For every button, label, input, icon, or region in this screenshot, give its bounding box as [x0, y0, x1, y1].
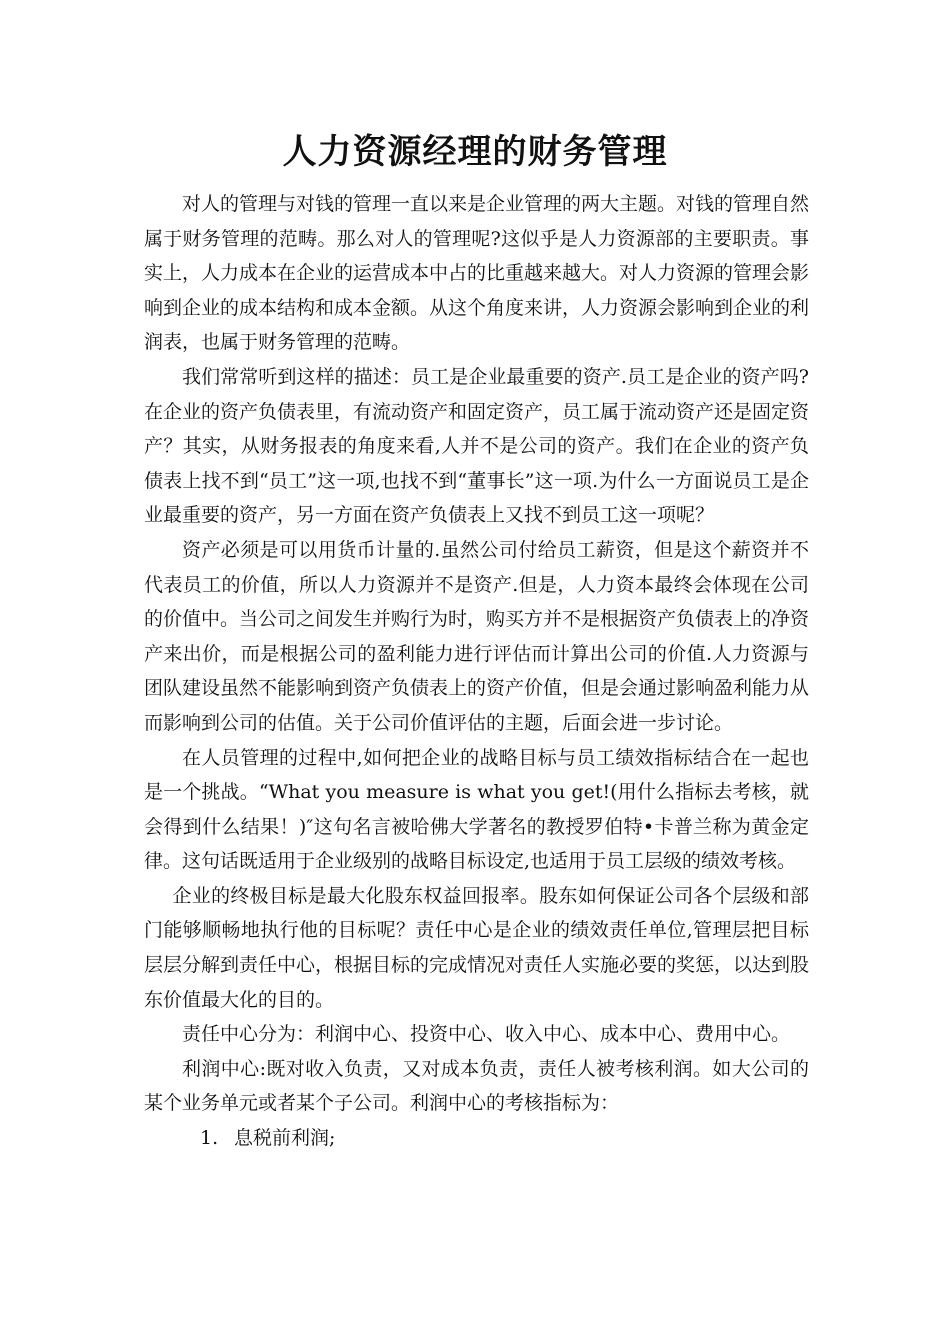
- list-item: [144, 1121, 809, 1156]
- paragraph-5: 企业的终极目标是最大化股东权益回报率。股东如何保证公司各个层级和部门能够顺畅地执行他的目标呢？责任中心是企业的绩效责任单位,管理层把目标层层分解到责任中心，根据目标的完成情况对责任人实施必要的奖惩，以达到股东价值最大化的目的。: [144, 884, 810, 1011]
- paragraph-3: 资产必须是可以用货币计量的.虽然公司付给员工薪资，但是这个薪资并不代表员工的价值，所以人力资源并不是资产.但是，人力资本最终会体现在公司的价值中。当公司之间发生并购行为时，购买方并不是根据资产负债表上的净资产来出价，而是根据公司的盈利能力进行评估而计算出公司的价值.人力资源与团队建设虽然不能影响到资产负债表上的资产价值，但是会通过影响盈利能力从而影响到公司的估值。关于公司价值评估的主题，后面会进一步讨论。: [144, 538, 810, 734]
- paragraph-6: 责任中心分为：利润中心、投资中心、收入中心、成本中心、费用中心。: [182, 1023, 791, 1046]
- paragraph-2: 我们常常听到这样的描述：员工是企业最重要的资产.员工是企业的资产吗?在企业的资产负债表里，有流动资产和固定资产，员工属于流动资产还是固定资产？其实，从财务报表的角度来看,人并不是公司的资产。我们在企业的资产负债表上找不到“员工”这一项,也找不到“董事长”这一项.为什么一方面说员工是企业最重要的资产，另一方面在资产负债表上又找不到员工这一项呢？: [144, 365, 810, 527]
- list-item-number: 1.: [200, 1127, 219, 1150]
- paragraph-1: 对人的管理与对钱的管理一直以来是企业管理的两大主题。对钱的管理自然属于财务管理的范畴。那么对人的管理呢?这似乎是人力资源部的主要职责。事实上，人力成本在企业的运营成本中占的比重越来越大。对人力资源的管理会影响到企业的成本结构和成本金额。从这个角度来讲，人力资源会影响到企业的利润表，也属于财务管理的范畴。: [144, 193, 810, 354]
- document-body: [144, 187, 809, 1156]
- document-title: 人力资源经理的财务管理: [282, 132, 668, 172]
- list-item-text: 息税前利润;: [234, 1127, 336, 1150]
- paragraph-4: 在人员管理的过程中,如何把企业的战略目标与员工绩效指标结合在一起也是一个挑战。“What you measure is what you get!(用什么指标去考核，就会得到什么结果！)″这句名言被哈佛大学著名的教授罗伯特•卡普兰称为黄金定律。这句话既适用于企业级别的战略目标设定,也适用于员工层级的绩效考核。: [144, 746, 809, 873]
- paragraph-7: 利润中心:既对收入负责，又对成本负责，责任人被考核利润。如大公司的某个业务单元或者某个子公司。利润中心的考核指标为：: [144, 1057, 809, 1115]
